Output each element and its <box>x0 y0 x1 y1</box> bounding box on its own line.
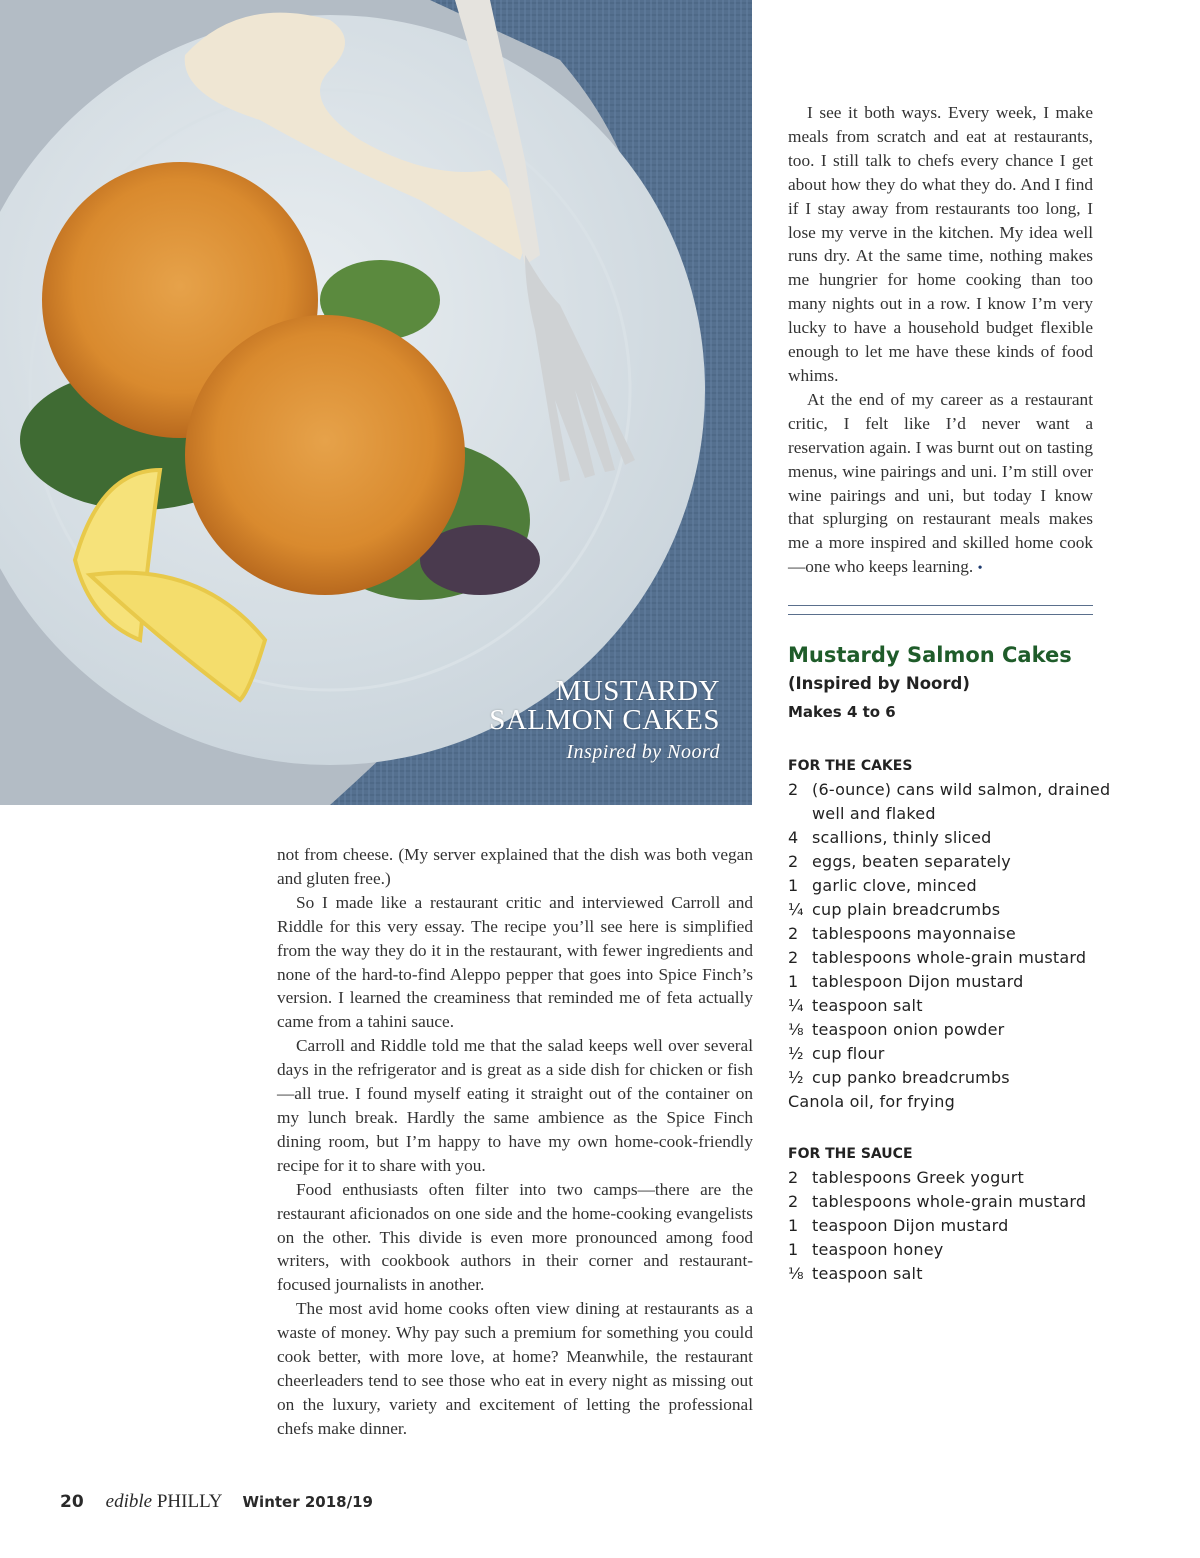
ingredient-quantity: ½ <box>788 1044 804 1063</box>
ingredient-description: (6-ounce) cans wild salmon, drained well and flaked <box>812 780 1111 823</box>
ingredient-quantity: 2 <box>788 852 799 871</box>
ingredient-description: garlic clove, minced <box>812 876 977 895</box>
ingredient-item <box>788 874 1118 898</box>
ingredient-item <box>788 1066 1118 1090</box>
essay-paragraph: At the end of my career as a restaurant critic, I felt like I’d never want a reservation again. I was burnt out on tasting menus, wine pairings and uni. I’m still over wine pairings and uni, but today I know that splurging on restaurant meals makes me a more inspired and skilled home cook—one who keeps learning. • <box>788 389 1093 577</box>
magazine-name: edible PHILLY <box>105 1491 223 1512</box>
page-footer <box>60 1491 373 1513</box>
ingredient-item <box>788 778 1118 826</box>
ingredient-quantity: ½ <box>788 1068 804 1087</box>
ingredient-quantity: ⅛ <box>788 1020 804 1039</box>
ingredient-description: scallions, thinly sliced <box>812 828 992 847</box>
recipe-box <box>788 640 1118 1286</box>
ingredient-description: tablespoons mayonnaise <box>812 924 1016 943</box>
ingredient-item <box>788 1018 1118 1042</box>
essay-paragraph: Food enthusiasts often filter into two camps—there are the restaurant aficionados on one side and the home-cooking evangelists on the other. This divide is even more pronounced among food writers, with cookbook authors in their corner and restaurant-focused journalists in another. <box>277 1179 753 1295</box>
divider-rule <box>788 614 1093 615</box>
ingredient-item <box>788 922 1118 946</box>
end-mark: • <box>977 561 983 577</box>
ingredient-quantity: 2 <box>788 780 799 799</box>
ingredient-description: tablespoon Dijon mustard <box>812 972 1024 991</box>
recipe-yield: Makes 4 to 6 <box>788 703 896 721</box>
ingredient-item <box>788 1238 1118 1262</box>
cakes-ingredient-list <box>788 778 1118 1090</box>
ingredient-description: teaspoon Dijon mustard <box>812 1216 1009 1235</box>
ingredient-description: eggs, beaten separately <box>812 852 1011 871</box>
ingredient-item <box>788 850 1118 874</box>
ingredient-description: cup flour <box>812 1044 885 1063</box>
ingredient-item <box>788 1042 1118 1066</box>
essay-paragraph: So I made like a restaurant critic and interviewed Carroll and Riddle for this very essay. The recipe you’ll see here is simplified from the way they do it in the restaurant, with fewer ingredients and none of the hard-to-find Aleppo pepper that goes into Spice Finch’s version. I learned the creaminess that reminded me of feta actually came from a tahini sauce. <box>277 892 753 1032</box>
ingredient-description: teaspoon salt <box>812 996 923 1015</box>
ingredient-item <box>788 946 1118 970</box>
ingredient-quantity: ¼ <box>788 900 804 919</box>
ingredient-quantity: 2 <box>788 948 799 967</box>
ingredient-description: teaspoon salt <box>812 1264 923 1283</box>
issue-label: Winter 2018/19 <box>242 1493 373 1511</box>
ingredient-item: Canola oil, for frying <box>788 1092 956 1111</box>
ingredient-quantity: 4 <box>788 828 799 847</box>
ingredient-quantity: 2 <box>788 924 799 943</box>
ingredient-item <box>788 826 1118 850</box>
ingredient-quantity: 2 <box>788 1192 799 1211</box>
essay-left-column <box>277 843 753 1441</box>
ingredient-quantity: 1 <box>788 876 799 895</box>
divider-rule <box>788 605 1093 606</box>
essay-paragraph: not from cheese. (My server explained that the dish was both vegan and gluten free.) <box>277 845 753 888</box>
ingredient-description: tablespoons whole-grain mustard <box>812 1192 1087 1211</box>
ingredient-item <box>788 1166 1118 1190</box>
ingredient-description: teaspoon onion powder <box>812 1020 1005 1039</box>
cakes-heading: FOR THE CAKES <box>788 758 913 774</box>
ingredient-quantity: 2 <box>788 1168 799 1187</box>
ingredient-quantity: 1 <box>788 1216 799 1235</box>
ingredient-quantity: ⅛ <box>788 1264 804 1283</box>
ingredient-description: cup plain breadcrumbs <box>812 900 1001 919</box>
caption-line-1: MUSTARDY <box>555 675 720 707</box>
ingredient-item <box>788 1214 1118 1238</box>
ingredient-item <box>788 1190 1118 1214</box>
ingredient-description: cup panko breadcrumbs <box>812 1068 1010 1087</box>
ingredient-quantity: 1 <box>788 972 799 991</box>
ingredient-quantity: ¼ <box>788 996 804 1015</box>
sauce-ingredient-list <box>788 1166 1118 1286</box>
ingredient-description: tablespoons whole-grain mustard <box>812 948 1087 967</box>
ingredient-description: teaspoon honey <box>812 1240 944 1259</box>
sauce-heading: FOR THE SAUCE <box>788 1146 913 1162</box>
ingredient-item <box>788 898 1118 922</box>
recipe-inspired: (Inspired by Noord) <box>788 674 970 693</box>
recipe-title: Mustardy Salmon Cakes <box>788 643 1072 667</box>
photo-caption <box>489 677 720 764</box>
essay-paragraph: The most avid home cooks often view dining at restaurants as a waste of money. Why pay such a premium for something you could cook better, with more love, at home? Meanwhile, the restaurant cheerleaders tend to see those who eat in every night as missing out on the luxury, variety and excitement of letting the professional chefs make dinner. <box>277 1299 753 1438</box>
hero-photo <box>0 0 752 805</box>
caption-line-2: SALMON CAKES <box>489 704 720 736</box>
essay-paragraph: I see it both ways. Every week, I make meals from scratch and eat at restaurants, too. I still talk to chefs every chance I get about how they do what they do. And I find if I stay away from restaurants too long, I lose my verve in the kitchen. My idea well runs dry. At the same time, nothing makes me hungrier for home cooking than too many nights out in a row. I know I’m very lucky to have a household budget flexible enough to let me have these kinds of food whims. <box>788 103 1093 385</box>
ingredient-item <box>788 1262 1118 1286</box>
ingredient-description: tablespoons Greek yogurt <box>812 1168 1025 1187</box>
caption-subtitle: Inspired by Noord <box>566 741 720 763</box>
ingredient-quantity: 1 <box>788 1240 799 1259</box>
essay-right-column <box>788 101 1093 581</box>
essay-paragraph: Carroll and Riddle told me that the salad keeps well over several days in the refrigerator and is great as a side dish for chicken or fish—all true. I found myself eating it straight out of the container on my lunch break. Hardly the same ambience as the Spice Finch dining room, but I’m happy to have my own home-cook-friendly recipe for it to share with you. <box>277 1036 753 1175</box>
ingredient-item <box>788 970 1118 994</box>
page-number: 20 <box>60 1492 84 1512</box>
ingredient-item <box>788 994 1118 1018</box>
